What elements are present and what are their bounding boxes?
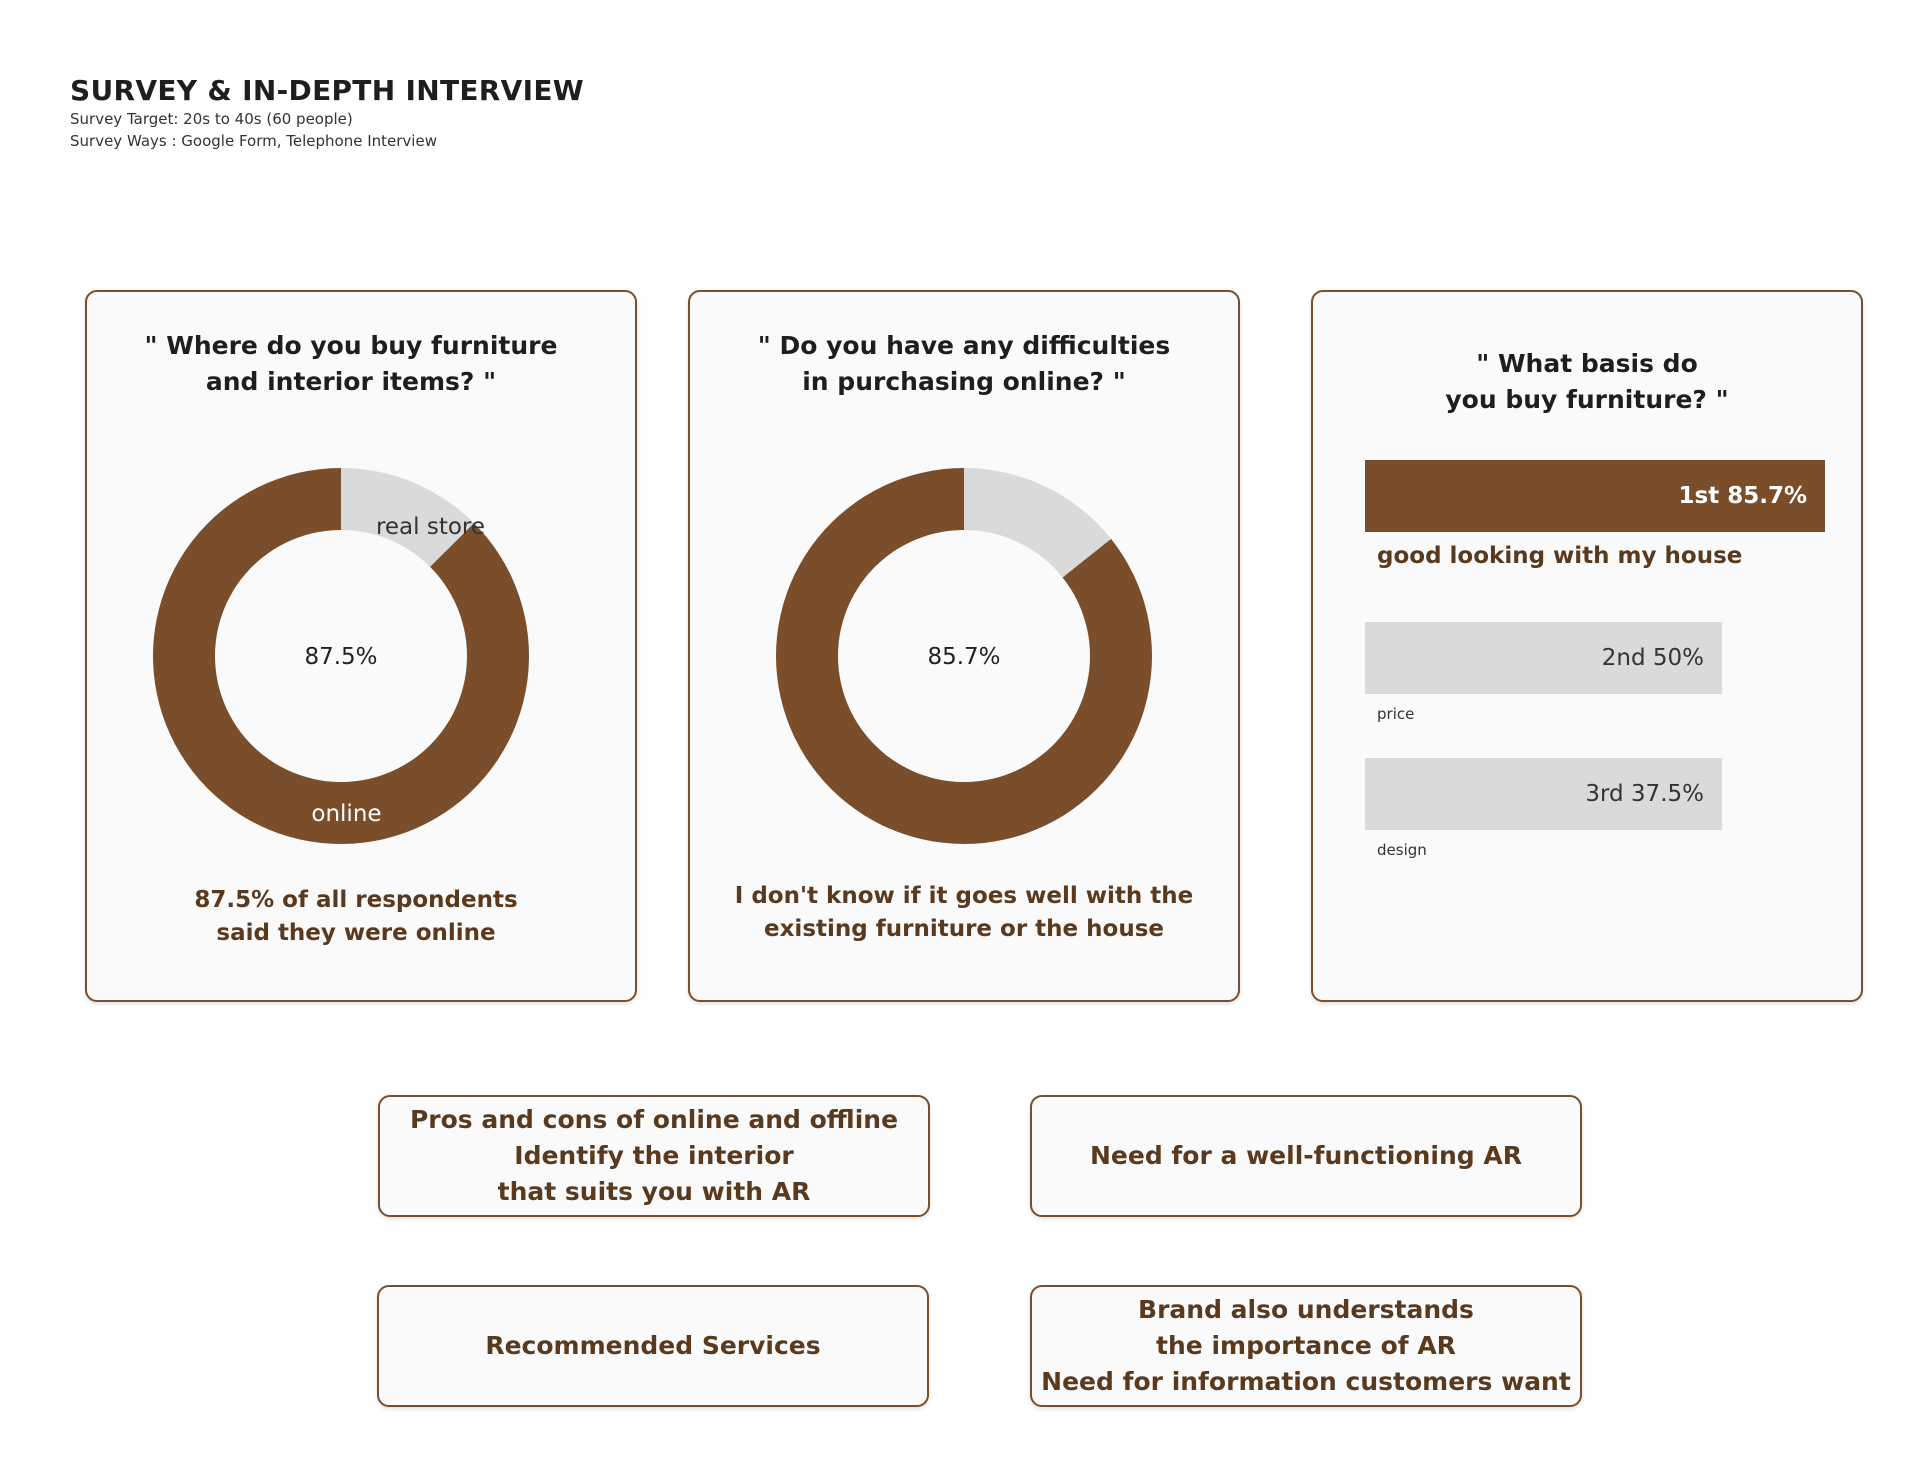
question-line: " Do you have any difficulties <box>757 331 1171 360</box>
basis-question <box>1313 346 1861 418</box>
difficulties-card <box>688 290 1240 1002</box>
conclusion-line: existing furniture or the house <box>764 916 1164 942</box>
where-buy-card <box>85 290 637 1002</box>
donut-slice-label: real store <box>375 513 486 540</box>
difficulties-question <box>690 328 1238 400</box>
question-line: you buy furniture? " <box>1445 385 1729 414</box>
where-buy-donut-chart <box>153 468 529 844</box>
difficulties-conclusion <box>690 880 1238 946</box>
basis-bar-chart <box>1365 460 1825 894</box>
insight-box-pros-cons: Pros and cons of online and offline Identify the interior that suits you with AR <box>378 1095 930 1217</box>
page-title: SURVEY & IN-DEPTH INTERVIEW <box>70 74 584 107</box>
rank-bar: 1st 85.7% <box>1365 460 1825 532</box>
basis-card <box>1311 290 1863 1002</box>
question-line: and interior items? " <box>205 367 497 396</box>
donut-center-label: 85.7% <box>927 644 1001 670</box>
insight-box-recommended-services: Recommended Services <box>377 1285 929 1407</box>
rank-caption: price <box>1377 705 1415 723</box>
difficulties-donut-chart <box>776 468 1152 844</box>
donut-slice-label: online <box>311 800 382 827</box>
rank-item <box>1365 622 1825 758</box>
survey-target-text: Survey Target: 20s to 40s (60 people) <box>70 110 353 128</box>
rank-item <box>1365 758 1825 894</box>
page-header <box>70 74 584 152</box>
insight-box-brand-ar: Brand also understands the importance of AR Need for information customers want <box>1030 1285 1582 1407</box>
rank-caption: good looking with my house <box>1377 543 1743 569</box>
conclusion-line: said they were online <box>216 920 496 946</box>
conclusion-line: 87.5% of all respondents <box>194 887 518 913</box>
insight-box-ar-need: Need for a well-functioning AR <box>1030 1095 1582 1217</box>
donut-center-label: 87.5% <box>304 644 378 670</box>
rank-bar: 2nd 50% <box>1365 622 1722 694</box>
question-line: " Where do you buy furniture <box>144 331 558 360</box>
where-buy-question <box>87 328 635 400</box>
rank-bar: 3rd 37.5% <box>1365 758 1722 830</box>
rank-caption: design <box>1377 841 1427 859</box>
question-line: " What basis do <box>1476 349 1698 378</box>
survey-ways-text: Survey Ways : Google Form, Telephone Interview <box>70 132 437 150</box>
rank-item <box>1365 460 1825 622</box>
conclusion-line: I don't know if it goes well with the <box>734 883 1194 909</box>
question-line: in purchasing online? " <box>802 367 1126 396</box>
where-buy-conclusion <box>87 884 635 950</box>
